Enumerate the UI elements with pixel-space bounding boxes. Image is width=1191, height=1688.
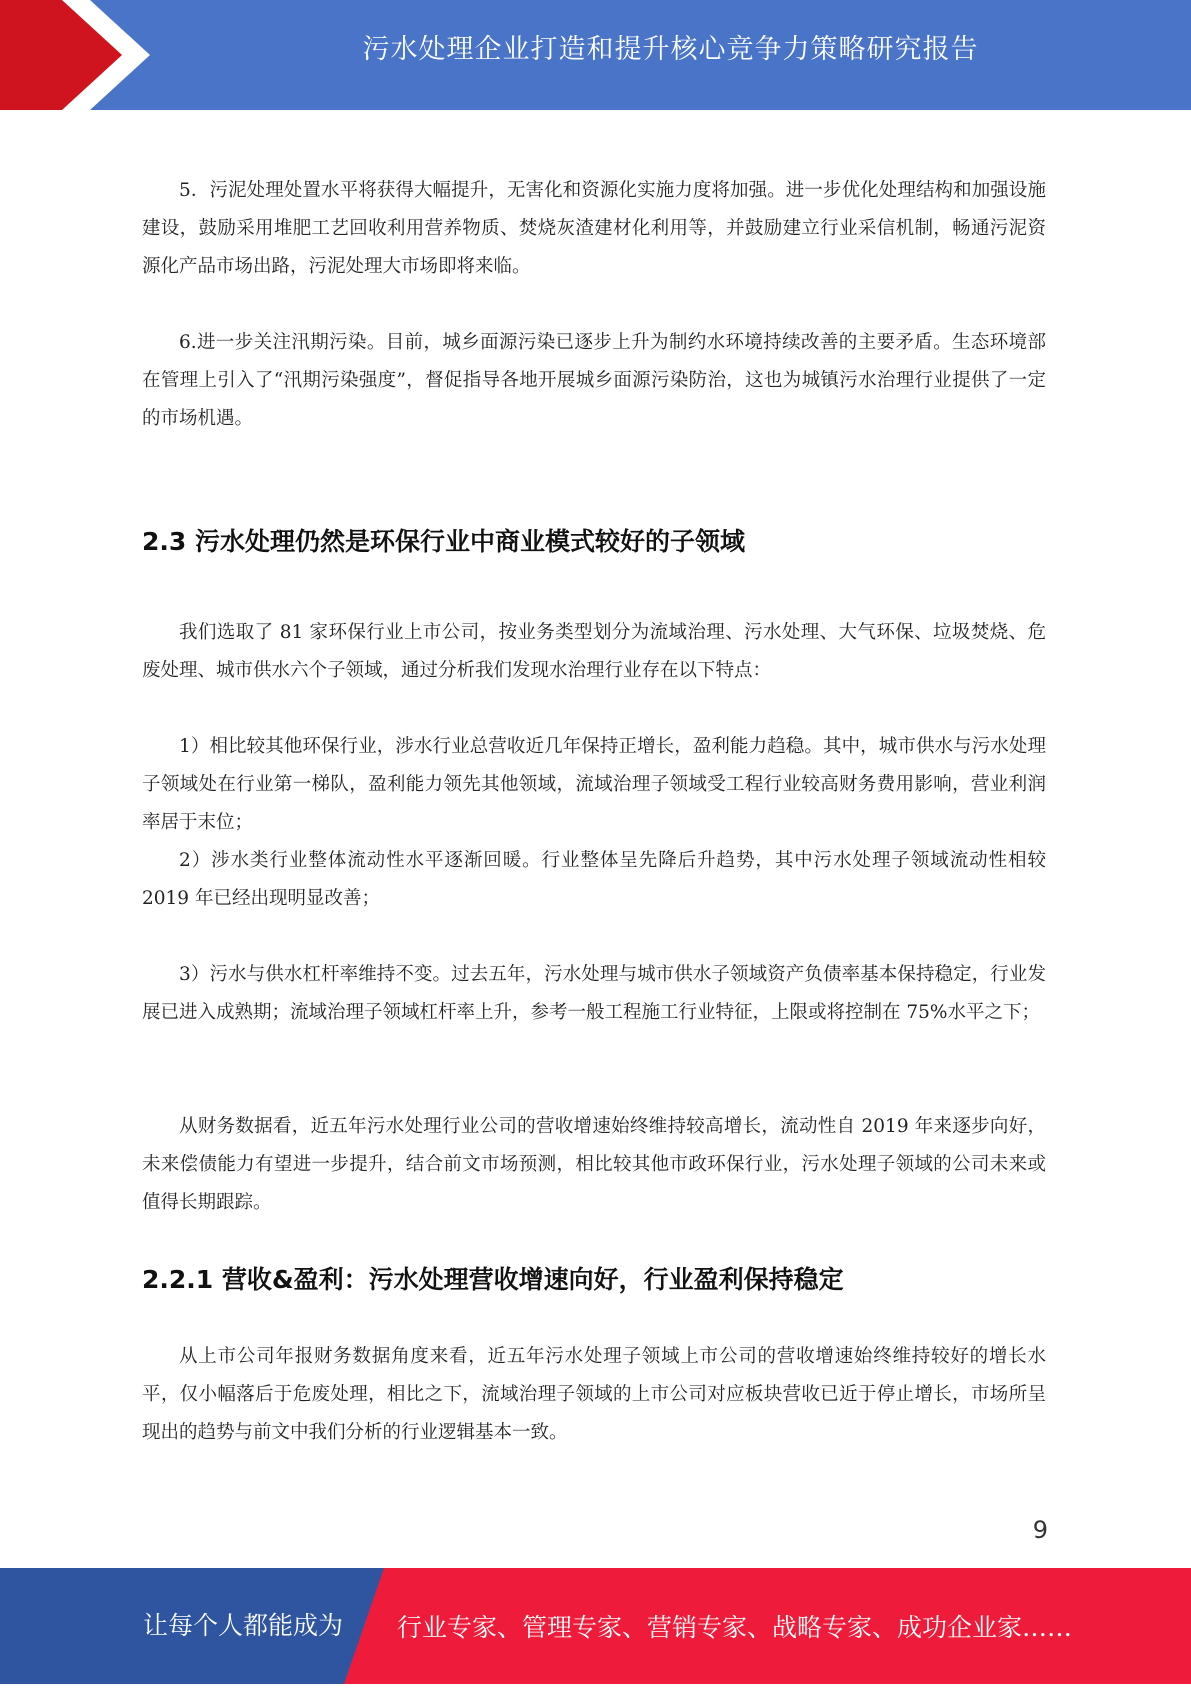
paragraph-summary: 从财务数据看，近五年污水处理行业公司的营收增速始终维持较高增长，流动性自 2019 年来逐步向好，未来偿债能力有望进一步提升，结合前文市场预测，相比较其他市政环保行业，污水处理子领域的公司未来或值得长期跟踪。 (142, 1116, 1046, 1213)
page-number: 9 (1032, 1516, 1048, 1544)
header-title: 污水处理企业打造和提升核心竞争力策略研究报告 (362, 34, 979, 65)
section-heading-2-3: 2.3 污水处理仍然是环保行业中商业模式较好的子领域 (142, 527, 745, 556)
footer-slogan-left: 让每个人都能成为 (143, 1611, 344, 1640)
paragraph-flood-pollution: 6.进一步关注汛期污染。目前，城乡面源污染已逐步上升为制约水环境持续改善的主要矛盾。生态环境部在管理上引入了“汛期污染强度”，督促指导各地开展城乡面源污染防治，这也为城镇污水治理行业提供了一定的市场机遇。 (142, 332, 1046, 429)
paragraph-point-1: 1）相比较其他环保行业，涉水行业总营收近几年保持正增长，盈利能力趋稳。其中，城市供水与污水处理子领域处在行业第一梯队，盈利能力领先其他领域，流域治理子领域受工程行业较高财务费用影响，营业利润率居于末位； (142, 736, 1046, 833)
section-heading-2-2-1: 2.2.1 营收&盈利：污水处理营收增速向好，行业盈利保持稳定 (142, 1265, 844, 1294)
footer-slogan-right: 行业专家、管理专家、营销专家、战略专家、成功企业家…… (397, 1613, 1073, 1642)
page-footer (0, 1568, 1191, 1684)
paragraph-point-2: 2）涉水类行业整体流动性水平逐渐回暖。行业整体呈先降后升趋势，其中污水处理子领域流动性相较 2019 年已经出现明显改善； (142, 850, 1046, 909)
paragraph-sludge-treatment: 5．污泥处理处置水平将获得大幅提升，无害化和资源化实施力度将加强。进一步优化处理结构和加强设施建设，鼓励采用堆肥工艺回收利用营养物质、焚烧灰渣建材化利用等，并鼓励建立行业采信机制，畅通污泥资源化产品市场出路，污泥处理大市场即将来临。 (142, 180, 1046, 277)
paragraph-revenue: 从上市公司年报财务数据角度来看，近五年污水处理子领域上市公司的营收增速始终维持较好的增长水平，仅小幅落后于危废处理，相比之下，流域治理子领域的上市公司对应板块营收已近于停止增长，市场所呈现出的趋势与前文中我们分析的行业逻辑基本一致。 (142, 1346, 1046, 1443)
page-header (0, 0, 1191, 110)
paragraph-point-3: 3）污水与供水杠杆率维持不变。过去五年，污水处理与城市供水子领域资产负债率基本保持稳定，行业发展已进入成熟期；流域治理子领域杠杆率上升，参考一般工程施工行业特征，上限或将控制在 75%水平之下； (142, 964, 1046, 1023)
paragraph-intro: 我们选取了 81 家环保行业上市公司，按业务类型划分为流域治理、污水处理、大气环保、垃圾焚烧、危废处理、城市供水六个子领域，通过分析我们发现水治理行业存在以下特点： (142, 622, 1046, 681)
